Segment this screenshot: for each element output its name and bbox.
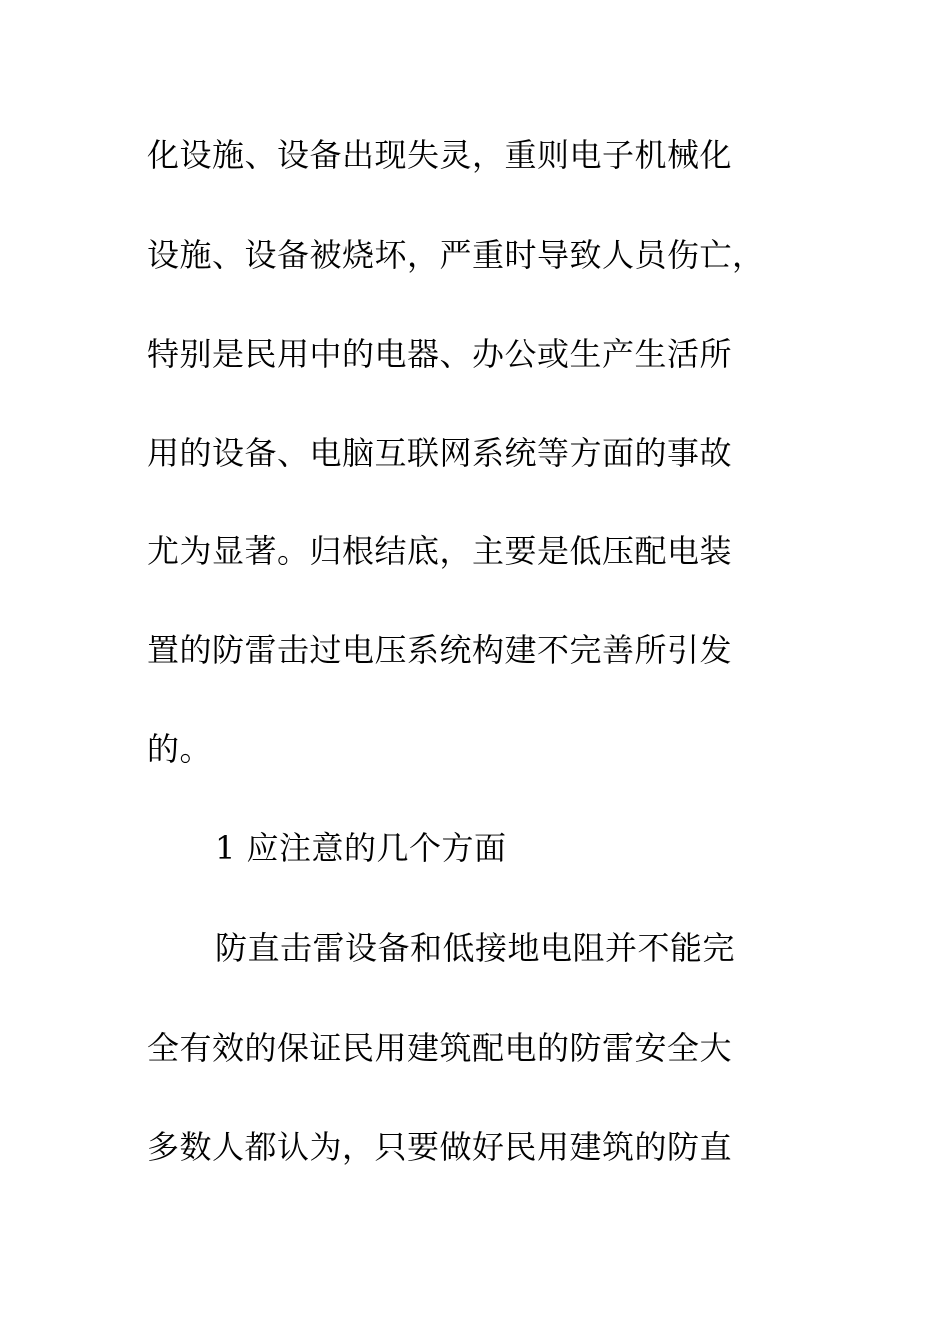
paragraph-line: 防直击雷设备和低接地电阻并不能完 [215, 929, 736, 967]
paragraph-line: 用的设备、电脑互联网系统等方面的事故 [147, 434, 733, 472]
paragraph-line: 的。 [147, 730, 213, 768]
paragraph-line: 置的防雷击过电压系统构建不完善所引发 [147, 631, 733, 669]
paragraph-line: 化设施、设备出现失灵，重则电子机械化 [147, 136, 733, 174]
section-heading: 1 应注意的几个方面 [215, 829, 507, 867]
paragraph-line: 设施、设备被烧坏，严重时导致人员伤亡， [147, 236, 765, 274]
paragraph-line: 全有效的保证民用建筑配电的防雷安全大 [147, 1029, 733, 1067]
paragraph-line: 多数人都认为，只要做好民用建筑的防直 [147, 1128, 733, 1166]
paragraph-line: 特别是民用中的电器、办公或生产生活所 [147, 335, 733, 373]
paragraph-line: 尤为显著。归根结底，主要是低压配电装 [147, 532, 733, 570]
